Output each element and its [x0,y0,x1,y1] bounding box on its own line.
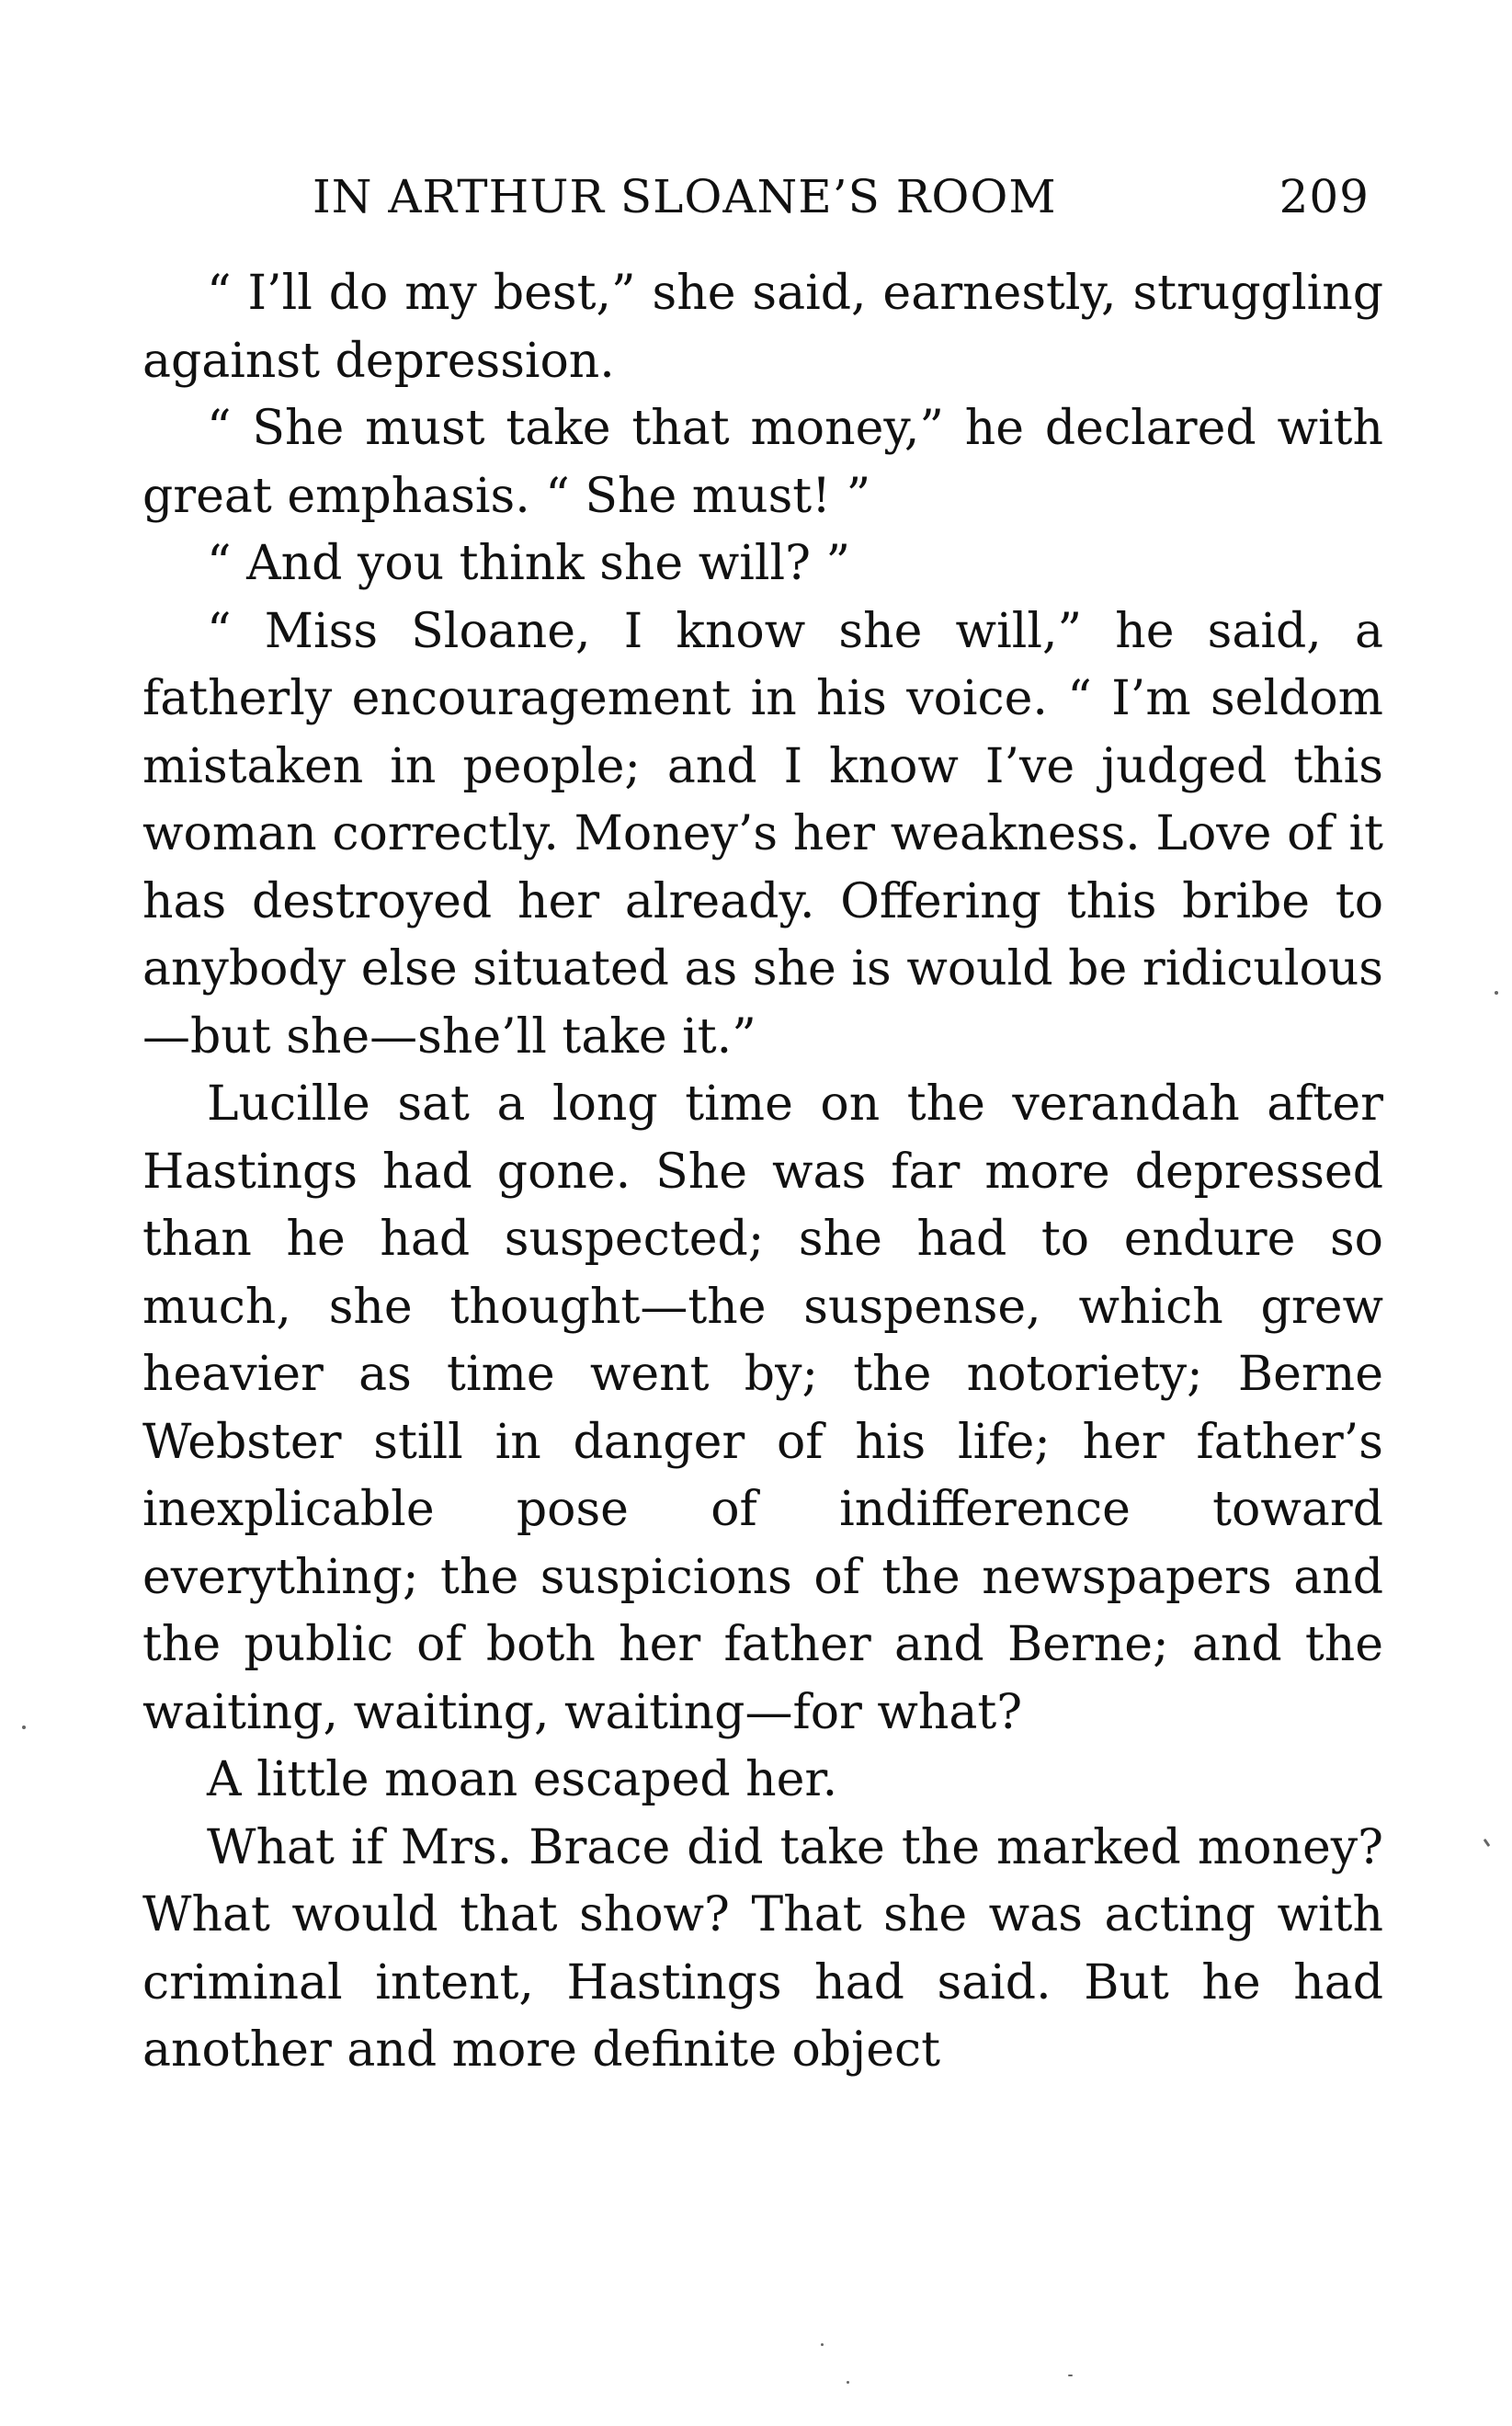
scan-speck [1484,1839,1491,1847]
paragraph: “ Miss Sloane, I know she will,” he said, a fatherly encouragement in his voice. “ I’m seldom mistaken in people; and I know I’ve judged this woman correctly. Money’s her weakness. Love of it has destroyed her already. Offering this bribe to anybody else situated as she is would be ridiculous—but she—she’ll take it.” [142,603,1383,1065]
scan-speck [821,2343,824,2346]
paragraph: “ I’ll do my best,” she said, earnestly, struggling against depression. [142,266,1383,389]
scan-speck [22,1726,26,1729]
paragraph: A little moan escaped her. [207,1752,838,1807]
chapter-title: IN ARTHUR SLOANE’S ROOM [313,170,1057,223]
paragraph: “ She must take that money,” he declared with great emphasis. “ She must! ” [142,401,1383,524]
running-head [313,170,1388,234]
page-number: 209 [1279,170,1370,223]
body-text [142,260,1383,2085]
scan-speck [1495,991,1498,995]
paragraph: “ And you think she will? ” [207,536,851,591]
scan-speck [1068,2375,1073,2376]
scan-speck [847,2381,849,2384]
paragraph: What if Mrs. Brace did take the marked money? What would that show? That she was acting with criminal intent, Hastings had said. But he had another and more definite object [142,1819,1383,2078]
paragraph: Lucille sat a long time on the verandah after Hastings had gone. She was far more depressed than he had suspected; she had to endure so much, she thought—the suspense, which grew heavier as time went by; the notoriety; Berne Webster still in danger of his life; her father’s inexplicable pose of indifference toward everything; the suspicions of the newspapers and the public of both her father and Berne; and the waiting, waiting, waiting—for what? [142,1076,1383,1740]
